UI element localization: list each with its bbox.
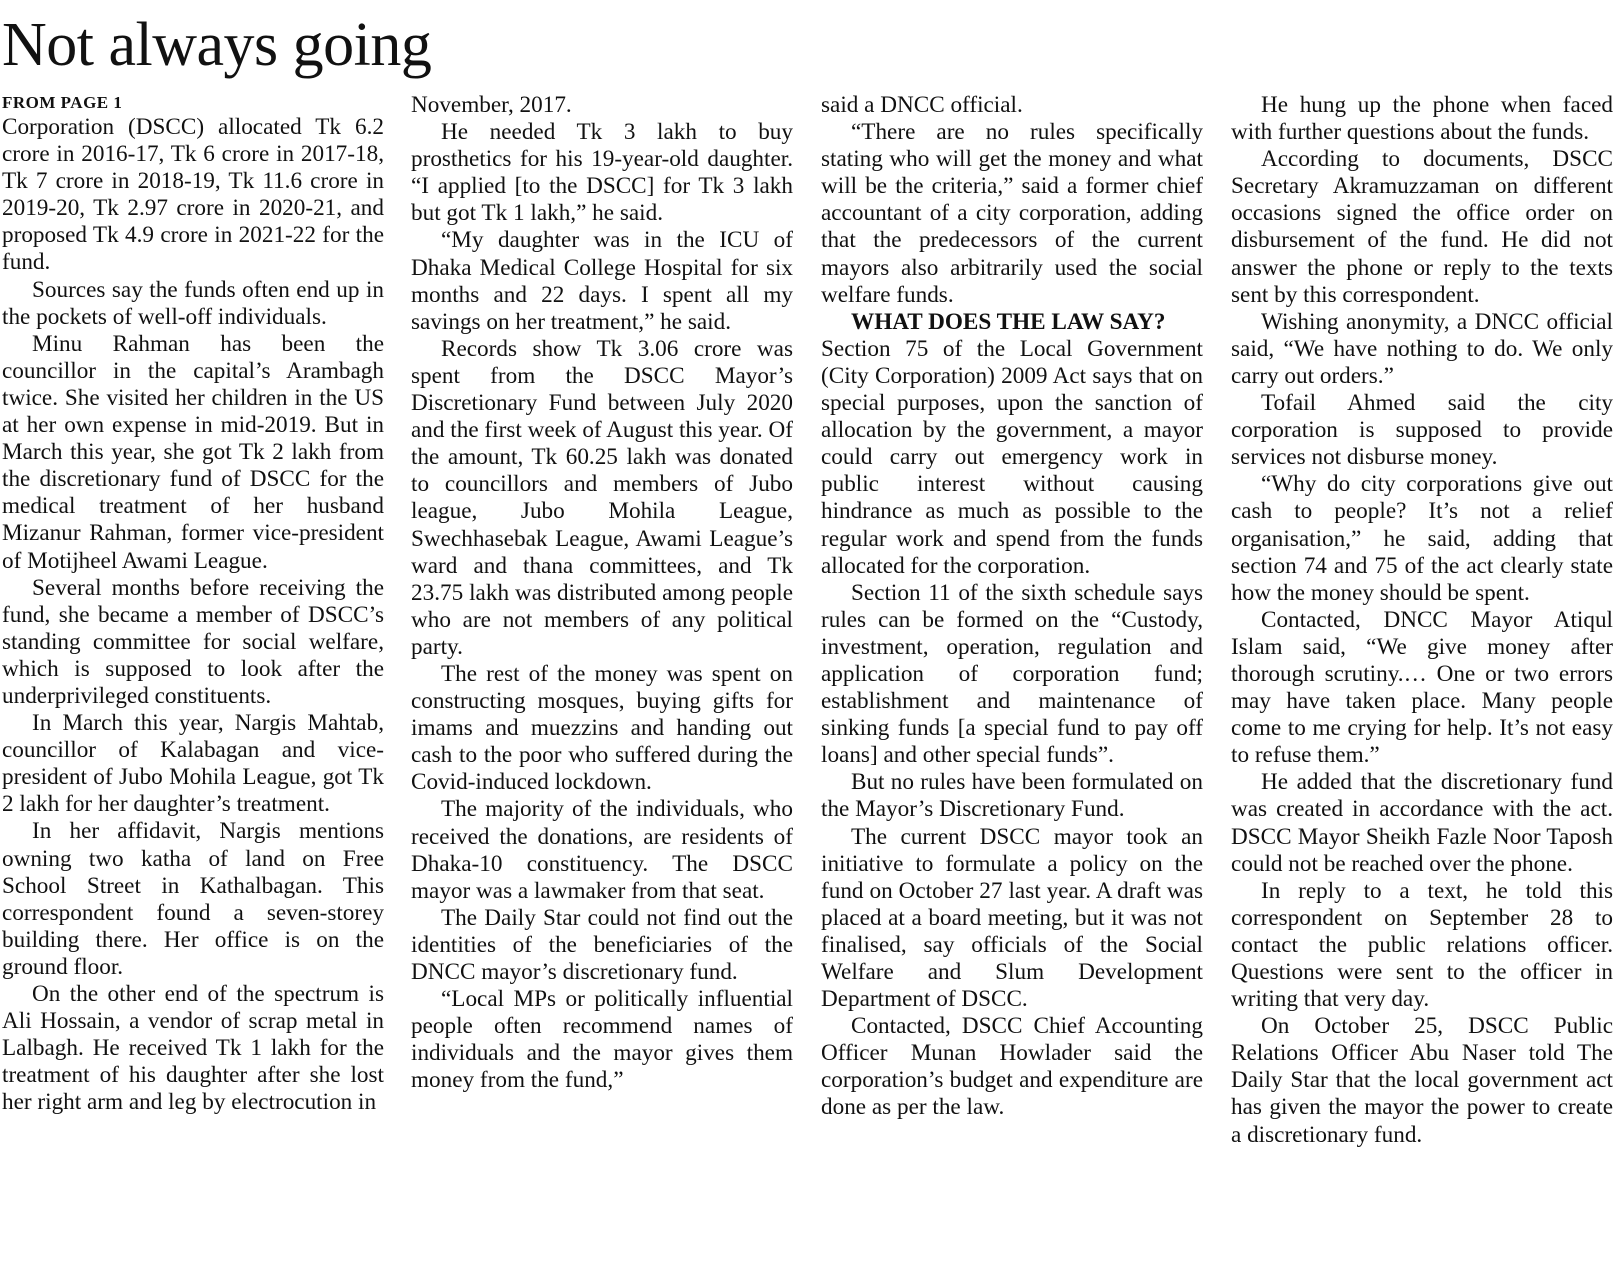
article-paragraph: “My daughter was in the ICU of Dhaka Medical College Hospital for six months and 22 days. I spent all my savings on her treatment,” he said.	[411, 227, 793, 335]
article-paragraph: The rest of the money was spent on constructing mosques, buying gifts for imams and muezzins and handing out cash to the poor who suffered during the Covid-induced lockdown.	[411, 660, 793, 796]
headline: Not always going	[2, 11, 432, 79]
article-paragraph: The Daily Star could not find out the identities of the beneficiaries of the DNCC mayor’s discretionary fund.	[411, 904, 793, 985]
article-column-1	[2, 92, 384, 1116]
article-paragraph: Tofail Ahmed said the city corporation is supposed to provide services not disburse money.	[1231, 390, 1613, 471]
article-paragraph: He needed Tk 3 lakh to buy prosthetics for his 19-year-old daughter. “I applied [to the DSCC] for Tk 3 lakh but got Tk 1 lakh,” he said.	[411, 119, 793, 227]
article-paragraph: said a DNCC official.	[821, 92, 1023, 118]
article-paragraph: In her affidavit, Nargis mentions owning two katha of land on Free School Street in Kathalbagan. This correspondent found a seven-storey building there. Her office is on the ground floor.	[2, 818, 384, 980]
article-column-2	[411, 92, 793, 1094]
article-paragraph: “Local MPs or politically influential people often recommend names of individuals and the mayor gives them money from the fund,”	[411, 986, 793, 1094]
article-paragraph: But no rules have been formulated on the Mayor’s Discretionary Fund.	[821, 769, 1203, 823]
article-column-4	[1231, 92, 1613, 1149]
article-paragraph: In reply to a text, he told this correspondent on September 28 to contact the public relations officer. Questions were sent to the officer in writing that very day.	[1231, 877, 1613, 1013]
article-paragraph: In March this year, Nargis Mahtab, councillor of Kalabagan and vice-president of Jubo Mohila League, got Tk 2 lakh for her daughter’s treatment.	[2, 710, 384, 818]
article-paragraph: Sources say the funds often end up in the pockets of well-off individuals.	[2, 276, 384, 330]
article-paragraph: Section 75 of the Local Government (City Corporation) 2009 Act says that on special purposes, upon the sanction of allocation by the government, a mayor could carry out emergency work in public interest without causing hindrance as much as possible to the regular work and spend from the funds allocated for the corporation.	[821, 335, 1203, 579]
article-paragraph: On October 25, DSCC Public Relations Officer Abu Naser told The Daily Star that the local government act has given the mayor the power to create a discretionary fund.	[1231, 1013, 1613, 1148]
article-paragraph: Section 11 of the sixth schedule says rules can be formed on the “Custody, investment, operation, regulation and application of corporation fund; establishment and maintenance of sinking funds [a special fund to pay off loans] and other special funds”.	[821, 579, 1203, 769]
article-paragraph: Minu Rahman has been the councillor in the capital’s Arambagh twice. She visited her children in the US at her own expense in mid-2019. But in March this year, she got Tk 2 lakh from the discretionary fund of DSCC for the medical treatment of her husband Mizanur Rahman, former vice-president of Motijheel Awami League.	[2, 330, 384, 574]
article-paragraph: Several months before receiving the fund, she became a member of DSCC’s standing committee for social welfare, which is supposed to look after the underprivileged constituents.	[2, 574, 384, 709]
article-paragraph: On the other end of the spectrum is Ali Hossain, a vendor of scrap metal in Lalbagh. He received Tk 1 lakh for the treatment of his daughter after she lost her right arm and leg by electrocution in	[2, 981, 384, 1116]
from-page-kicker: FROM PAGE 1	[2, 93, 123, 112]
article-paragraph: He hung up the phone when faced with further questions about the funds.	[1231, 92, 1613, 146]
article-paragraph: “There are no rules specifically stating who will get the money and what will be the criteria,” said a former chief accountant of a city corporation, adding that the predecessors of the current mayors also arbitrarily used the social welfare funds.	[821, 119, 1203, 308]
article-paragraph: Wishing anonymity, a DNCC official said, “We have nothing to do. We only carry out orders.”	[1231, 308, 1613, 389]
article-paragraph: Contacted, DSCC Chief Accounting Officer Munan Howlader said the corporation’s budget and expenditure are done as per the law.	[821, 1013, 1203, 1121]
article-column-3	[821, 92, 1203, 1122]
article-paragraph: He added that the discretionary fund was created in accordance with the act. DSCC Mayor Sheikh Fazle Noor Taposh could not be reached over the phone.	[1231, 769, 1613, 877]
article-paragraph: The current DSCC mayor took an initiative to formulate a policy on the fund on October 27 last year. A draft was placed at a board meeting, but it was not finalised, say officials of the Social Welfare and Slum Development Department of DSCC.	[821, 823, 1203, 1013]
article-paragraph: According to documents, DSCC Secretary Akramuzzaman on different occasions signed the office order on disbursement of the fund. He did not answer the phone or reply to the texts sent by this correspondent.	[1231, 146, 1613, 308]
section-subhead: WHAT DOES THE LAW SAY?	[851, 308, 1166, 335]
article-paragraph: The majority of the individuals, who received the donations, are residents of Dhaka-10 constituency. The DSCC mayor was a lawmaker from that seat.	[411, 796, 793, 904]
article-paragraph: November, 2017.	[411, 92, 572, 118]
article-paragraph: “Why do city corporations give out cash to people? It’s not a relief organisation,” he said, adding that section 74 and 75 of the act clearly state how the money should be spent.	[1231, 471, 1613, 606]
article-paragraph: Contacted, DNCC Mayor Atiqul Islam said, “We give money after thorough scrutiny.… One or two errors may have taken place. Many people come to me crying for help. It’s not easy to refuse them.”	[1231, 606, 1613, 769]
article-paragraph: Records show Tk 3.06 crore was spent from the DSCC Mayor’s Discretionary Fund between July 2020 and the first week of August this year. Of the amount, Tk 60.25 lakh was donated to councillors and members of Jubo league, Jubo Mohila League, Swechhasebak League, Awami League’s ward and thana committees, and Tk 23.75 lakh was distributed among people who are not members of any political party.	[411, 335, 793, 660]
article-paragraph: Corporation (DSCC) allocated Tk 6.2 crore in 2016-17, Tk 6 crore in 2017-18, Tk 7 crore in 2018-19, Tk 11.6 crore in 2019-20, Tk 2.97 crore in 2020-21, and proposed Tk 4.9 crore in 2021-22 for the fund.	[2, 114, 384, 276]
